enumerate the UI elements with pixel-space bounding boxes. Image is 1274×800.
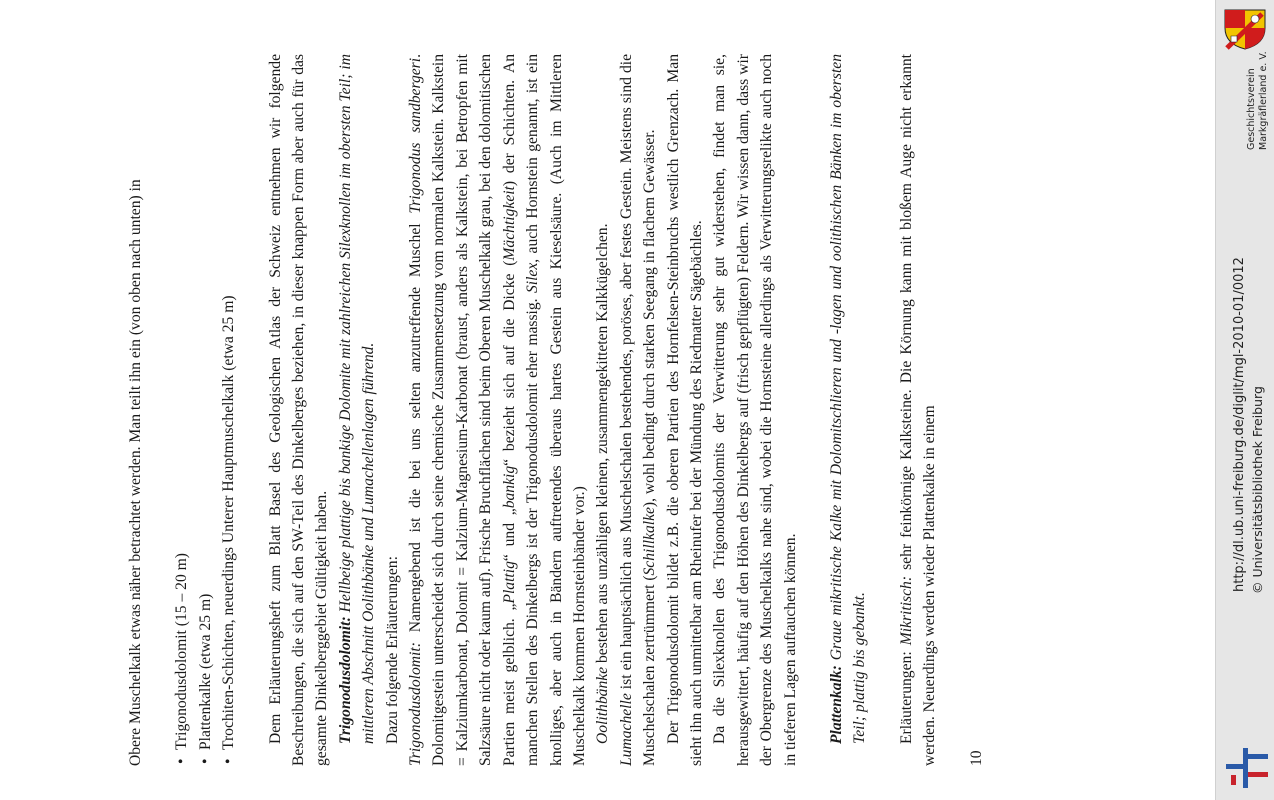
document-url-link[interactable]: http://dl.ub.uni-freiburg.de/diglit/mgl-2010-01/0012 <box>1232 257 1247 592</box>
plattenkalk-description: Graue mikritische Kalke mit Dolomitschlieren und -lagen und oolithischen Bänken im obersten Teil; plattig bis gebankt. <box>827 54 869 744</box>
trigonodus-explanation <box>404 54 591 766</box>
list-item: • Plattenkalke (etwa 25 m) <box>194 54 217 766</box>
text: . Dolomitgestein unterscheidet sich durch seine chemische Zusammensetzung vom normalen Kalkstein. Kalkstein = Kalziumkarbonat, Dolomit = Kalzium-Magnesium-Karbonat (braust, anders als Kalkstein, bei Betropfen mit Salzsäure nicht oder kaum auf). Frische Bruchflächen sind beim Oberen Muschelkalk grau, bei den dolomitischen Partien meist gelblich. „ <box>407 54 518 766</box>
term: Schillkalke <box>641 507 659 576</box>
term: Mächtigkeit <box>500 186 518 261</box>
species-name: Trigonodus sandbergeri <box>407 57 425 214</box>
term: bankig <box>500 465 518 509</box>
oolith-paragraph <box>591 54 614 766</box>
plattenkalk-heading: Plattenkalk: <box>827 665 845 744</box>
text: bestehen aus unzähligen kleinen, zusammengekitteten Kalkkügelchen. <box>594 223 612 667</box>
layer-list <box>170 54 240 766</box>
dazu-line: Dazu folgende Erläuterungen: <box>383 556 401 744</box>
erlaeuterungen-paragraph <box>895 54 942 766</box>
text: Erläuterungen: <box>897 645 915 744</box>
trigonodus-description: Hellbeige plattige bis bankige Dolomite mit zahlreichen Silexknollen im obersten Teil; im mittleren Abschnitt Oolithbänke und Lumachellenlagen führend. <box>336 54 378 744</box>
trigonodus-definition <box>334 54 381 766</box>
ub-freiburg-logo <box>1226 748 1268 788</box>
plattenkalk-definition <box>825 54 872 766</box>
text: ) der Schichten. An manchen Stellen des Dinkelbergs ist der Trigonodusdolomit eher massig. <box>500 53 542 766</box>
lumachelle-paragraph <box>615 54 662 766</box>
text: ist ein hauptsächlich aus Muschelschalen bestehendes, poröses, aber festes Gestein. Meistens sind die Muschelschalen zertrümmert ( <box>617 54 659 766</box>
society-name-line1: Geschichtsverein <box>1246 68 1257 150</box>
text: “ und „ <box>500 508 518 562</box>
text: ), wohl bedingt durch starken Seegang in flachem Gewässer. <box>641 129 659 508</box>
trigonodus-heading: Trigonodusdolomit: <box>336 616 354 744</box>
document-page <box>100 40 1210 780</box>
text: sehr feinkörnige Kalksteine. Die Körnung kann mit bloßem Auge nicht erkannt werden. Neuerdings werden wieder Plattenkalke in einem <box>897 54 939 766</box>
page-number: 10 <box>967 750 985 766</box>
list-item: • Trigonodusdolomit (15 – 20 m) <box>170 54 193 766</box>
term: Oolithbänke <box>594 666 612 744</box>
society-name-line2: Markgräflerland e. V. <box>1258 51 1269 150</box>
text: , auch Hornstein genannt, ist ein knolliges, aber auch in Bändern auftretendes überaus hartes Gestein aus Kieselsäure. (Auch im Mittleren Muschelkalk kommen Hornsteinbänder vor.) <box>524 53 588 766</box>
list-item: • Trochiten-Schichten, neuerdings Unterer Hauptmuschelkalk (etwa 25 m) <box>217 54 240 766</box>
document-page-viewport <box>100 40 1210 780</box>
intro-paragraph: Obere Muschelkalk etwas näher betrachtet werden. Man teilt ihn ein (von oben nach unten) in <box>127 179 144 766</box>
term: Trigonodusdolomit: <box>407 642 425 766</box>
hornfelsen-paragraph: Der Trigonodusdolomit bildet z.B. die oberen Partien des Hornfelsen-Steinbruchs westlich Grenzach. Man sieht ihn auch unmittelbar am Rheinufer bei der Mündung des Riedmatter Sägebächles. <box>664 54 705 766</box>
coat-of-arms-icon <box>1222 8 1268 50</box>
term: Plattig <box>500 561 518 604</box>
copyright-notice: © Universitätsbibliothek Freiburg <box>1250 386 1265 594</box>
term: Lumachelle <box>617 693 635 766</box>
atlas-paragraph: Dem Erläuterungsheft zum Blatt Basel des Geologischen Atlas der Schweiz entnehmen wir folgende Beschreibungen, die sich auf den SW-Teil des Dinkelberges beziehen, in dieser knappen Form aber auch für das gesamte Dinkelberggebiet Gültigkeit haben. <box>266 54 331 766</box>
text: Namengebend ist die bei uns selten anzutreffende Muschel <box>407 213 425 643</box>
silex-paragraph: Da die Silexknollen des Trigonodusdolomits der Verwitterung sehr gut widerstehen, findet man sie, herausgewittert, häufig auf den Höhen des Dinkelbergs auf (frisch gepflügten) Feldern. Wir wissen dann, dass wir der Obergrenze des Muschelkalks nahe sind, wobei die Hornsteine allerdings als Verwitterungsrelikte auch noch in tieferen Lagen auftauchen können. <box>711 54 799 766</box>
term: Mikritisch: <box>897 575 915 646</box>
text: “ bezieht sich auf die Dicke ( <box>500 260 518 466</box>
term: Silex <box>524 262 542 294</box>
